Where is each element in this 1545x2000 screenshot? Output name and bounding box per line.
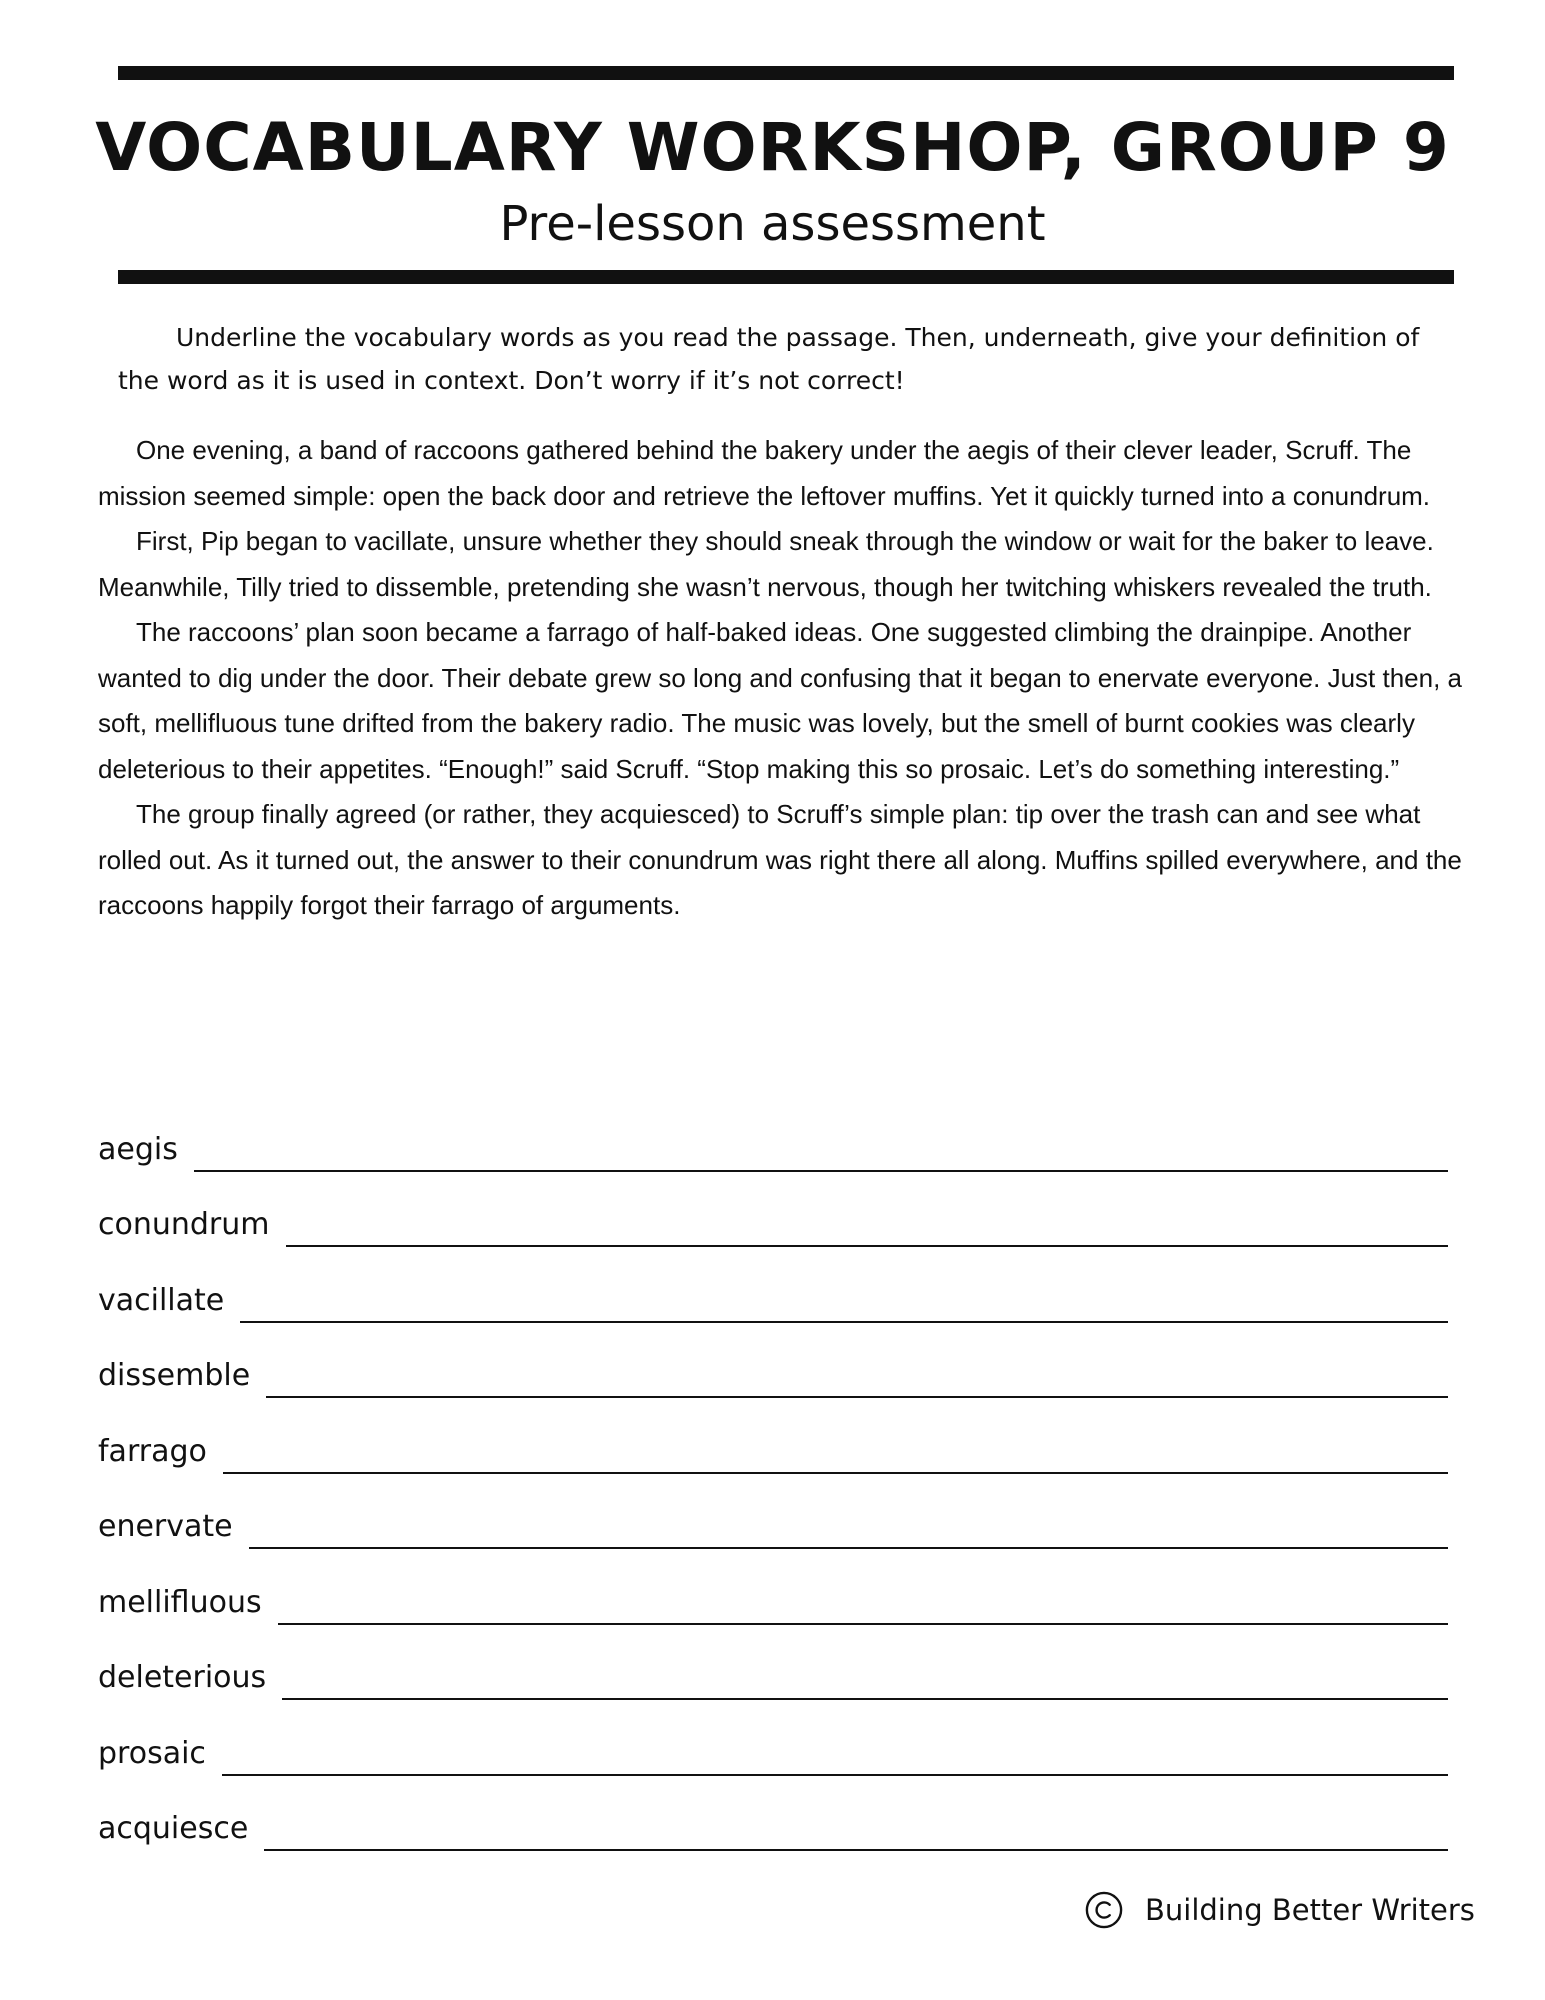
header-rule-top xyxy=(118,66,1454,80)
vocab-word: vacillate xyxy=(98,1282,225,1318)
vocab-row-deleterious xyxy=(98,1625,1448,1701)
vocab-row-dissemble xyxy=(98,1323,1448,1399)
passage-paragraph: First, Pip began to vacillate, unsure whether they should sneak through the window or wait for the baker to leave. Meanwhile, Tilly tried to dissemble, pretending she wasn’t nervous, though her twitching whiskers revealed the truth. xyxy=(98,526,1434,602)
passage-paragraph: The group finally agreed (or rather, they acquiesced) to Scruff’s simple plan: tip over the trash can and see what rolled out. As it turned out, the answer to their conundrum was right there all along. Muffins spilled everywhere, and the raccoons happily forgot their farrago of arguments. xyxy=(98,799,1462,920)
vocabulary-list xyxy=(98,1096,1448,1851)
vocab-word: aegis xyxy=(98,1131,178,1167)
page-subtitle: Pre-lesson assessment xyxy=(499,196,1046,252)
instructions: Underline the vocabulary words as you read the passage. Then, underneath, give your definition of the word as it is used in context. Don’t worry if it’s not correct! xyxy=(118,323,1420,395)
vocab-word: mellifluous xyxy=(98,1584,262,1620)
vocab-row-aegis xyxy=(98,1096,1448,1172)
vocab-word: deleterious xyxy=(98,1660,267,1695)
vocab-word: farrago xyxy=(98,1433,207,1469)
copyright-icon xyxy=(1085,1891,1123,1929)
definition-line[interactable] xyxy=(249,1513,1448,1549)
definition-line[interactable] xyxy=(194,1136,1448,1172)
vocab-word: dissemble xyxy=(98,1358,251,1393)
header-rule-bottom xyxy=(118,270,1454,284)
vocab-word: prosaic xyxy=(98,1735,206,1771)
definition-line[interactable] xyxy=(222,1740,1448,1776)
vocab-row-acquiesce xyxy=(98,1776,1448,1852)
definition-line[interactable] xyxy=(282,1664,1448,1700)
definition-line[interactable] xyxy=(264,1815,1448,1851)
vocab-row-prosaic xyxy=(98,1700,1448,1776)
definition-line[interactable] xyxy=(240,1287,1448,1323)
vocab-row-conundrum xyxy=(98,1172,1448,1248)
vocab-row-vacillate xyxy=(98,1247,1448,1323)
vocab-word: conundrum xyxy=(98,1207,270,1242)
definition-line[interactable] xyxy=(278,1589,1448,1625)
passage xyxy=(98,428,1478,929)
page-title: VOCABULARY WORKSHOP, GROUP 9 xyxy=(95,109,1450,186)
vocab-row-farrago xyxy=(98,1398,1448,1474)
vocab-word: enervate xyxy=(98,1509,233,1544)
vocab-word: acquiesce xyxy=(98,1811,249,1846)
definition-line[interactable] xyxy=(223,1438,1448,1474)
passage-paragraph: One evening, a band of raccoons gathered behind the bakery under the aegis of their clever leader, Scruff. The mission seemed simple: open the back door and retrieve the leftover muffins. Yet it quickly turned into a conundrum. xyxy=(98,435,1431,511)
definition-line[interactable] xyxy=(266,1362,1448,1398)
footer-text: Building Better Writers xyxy=(1145,1893,1475,1927)
passage-paragraph: The raccoons’ plan soon became a farrago of half-baked ideas. One suggested climbing the drainpipe. Another wanted to dig under the door. Their debate grew so long and confusing that it began to enervate everyone. Just then, a soft, mellifluous tune drifted from the bakery radio. The music was lovely, but the smell of burnt cookies was clearly deleterious to their appetites. “Enough!” said Scruff. “Stop making this so prosaic. Let’s do something interesting.” xyxy=(98,617,1463,784)
footer-credit xyxy=(1085,1890,1475,1930)
definition-line[interactable] xyxy=(286,1211,1448,1247)
vocab-row-enervate xyxy=(98,1474,1448,1550)
vocab-row-mellifluous xyxy=(98,1549,1448,1625)
